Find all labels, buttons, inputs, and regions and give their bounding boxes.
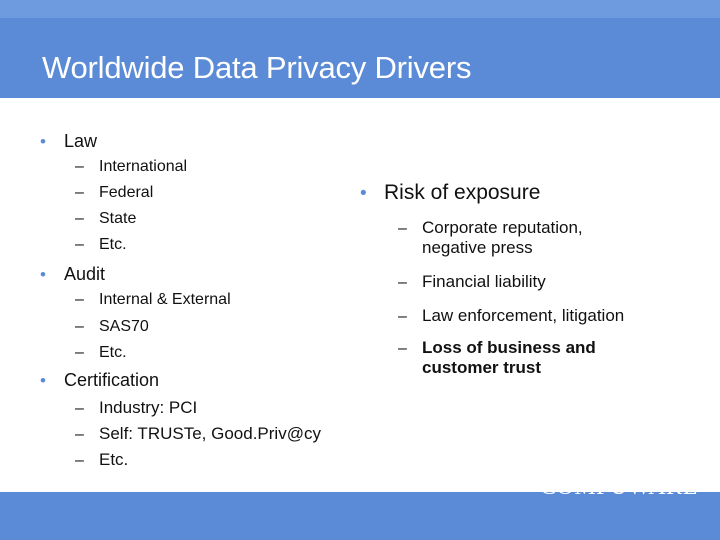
- dash-icon: –: [75, 236, 84, 253]
- sub-item-label: Law enforcement, litigation: [422, 306, 625, 325]
- sub-item: [398, 306, 624, 326]
- bullet-risk: [360, 181, 540, 205]
- dash-icon: –: [75, 210, 84, 227]
- sub-item: [75, 318, 149, 336]
- dash-icon: –: [75, 291, 84, 308]
- bullet-certification: [40, 370, 159, 391]
- bullet-label: Audit: [64, 264, 106, 284]
- dash-icon: –: [75, 158, 84, 175]
- sub-item-label: Etc.: [99, 236, 127, 253]
- dash-icon: –: [75, 426, 84, 443]
- dash-icon: –: [75, 452, 84, 469]
- sub-item: [75, 291, 231, 309]
- dash-icon: –: [75, 400, 84, 417]
- dash-icon: –: [75, 344, 84, 361]
- dash-icon: –: [75, 184, 84, 201]
- bullet-icon: •: [40, 132, 46, 151]
- sub-item-label: Internal & External: [99, 291, 231, 308]
- sub-item-label: Self: TRUSTe, Good.Priv@cy: [99, 424, 321, 443]
- sub-item-label: SAS70: [99, 318, 149, 335]
- sub-item-label: Federal: [99, 184, 154, 201]
- sub-item-label: Financial liability: [422, 272, 546, 291]
- dash-icon: –: [75, 318, 84, 335]
- sub-item: [75, 210, 136, 228]
- sub-item: [75, 158, 187, 176]
- sub-item: [398, 218, 638, 257]
- sub-item: [75, 344, 127, 362]
- slide-title: Worldwide Data Privacy Drivers: [42, 50, 472, 85]
- dash-icon: –: [398, 340, 407, 357]
- sub-item: [75, 236, 127, 254]
- bullet-label: Risk of exposure: [384, 181, 541, 204]
- sub-item: [75, 398, 197, 418]
- sub-item: [75, 184, 153, 202]
- sub-item: [75, 424, 321, 444]
- page-number: 6: [45, 482, 52, 494]
- compuware-logo: COMPUWARE®: [540, 474, 705, 500]
- bullet-icon: •: [40, 371, 46, 390]
- sub-item: [398, 338, 648, 377]
- bullet-icon: •: [360, 183, 367, 204]
- sub-item-label: International: [99, 158, 188, 175]
- sub-item-label: Loss of business and customer trust: [422, 338, 596, 377]
- sub-item: [398, 272, 546, 292]
- bullet-label: Certification: [64, 370, 160, 390]
- bullet-audit: [40, 264, 105, 285]
- bullet-label: Law: [64, 131, 98, 151]
- sub-item-label: Corporate reputation, negative press: [422, 218, 583, 257]
- sub-item-label: Etc.: [99, 450, 129, 469]
- dash-icon: –: [398, 274, 407, 291]
- dash-icon: –: [398, 308, 407, 325]
- dash-icon: –: [398, 220, 407, 237]
- logo-text: COMPUWARE: [540, 474, 698, 500]
- sub-item-label: Etc.: [99, 344, 127, 361]
- bullet-law: [40, 131, 97, 152]
- copyright-text: Copyright © 2007 Compuware Corporation. All rights reserved.: [228, 484, 423, 491]
- sub-item-label: State: [99, 210, 137, 227]
- sub-item-label: Industry: PCI: [99, 398, 198, 417]
- sub-item: [75, 450, 128, 470]
- bullet-icon: •: [40, 265, 46, 284]
